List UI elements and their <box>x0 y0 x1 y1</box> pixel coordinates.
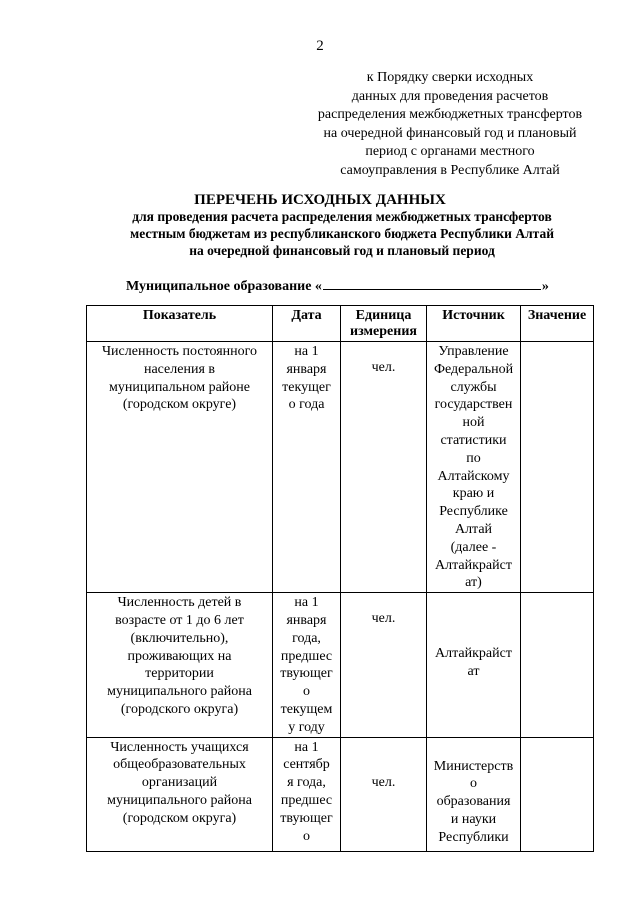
annex-line: к Порядку сверки исходных <box>366 70 534 85</box>
table-row <box>87 342 594 593</box>
header-indicator: Показатель <box>87 306 273 342</box>
header-date: Дата <box>273 306 341 342</box>
header-source: Источник <box>427 306 521 342</box>
cell-source: Министерств о образования и науки Республики <box>427 737 521 851</box>
subtitle-line: на очередной финансовый год и плановый период <box>189 243 495 258</box>
cell-indicator: Численность детей в возрасте от 1 до 6 лет (включительно), проживающих на территории муниципального района (городского округа) <box>87 593 273 737</box>
page-number: 2 <box>316 38 324 54</box>
table-row <box>87 737 594 851</box>
cell-unit: чел. <box>341 593 427 737</box>
cell-indicator: Численность постоянного населения в муниципальном районе (городском округе) <box>87 342 273 593</box>
annex-line: данных для проведения расчетов <box>351 88 549 104</box>
cell-date: на 1 января года, предшес твующег о текущем у году <box>273 593 341 737</box>
header-value: Значение <box>521 306 594 342</box>
annex-note <box>270 69 630 181</box>
cell-value[interactable] <box>521 737 594 851</box>
annex-line: самоуправления в Республике Алтай <box>340 162 560 178</box>
annex-line: распределения межбюджетных трансфертов <box>317 107 583 123</box>
subtitle-line: местным бюджетам из республиканского бюджета Республики Алтай <box>130 226 554 241</box>
municipality-label: Муниципальное образование « <box>126 279 322 294</box>
header-unit: Единица измерения <box>341 306 427 342</box>
municipality-close-quote: » <box>541 279 549 294</box>
cell-source: Управление Федеральной службы государствен ной статистики по Алтайскому краю и Республике Алтай (далее - Алтайкрайст ат) <box>427 342 521 593</box>
cell-unit: чел. <box>341 342 427 593</box>
cell-date: на 1 января текущег о года <box>273 342 341 593</box>
cell-value[interactable] <box>521 342 594 593</box>
document-subtitle <box>0 208 640 259</box>
subtitle-line: для проведения расчета распределения межбюджетных трансфертов <box>132 209 552 224</box>
cell-value[interactable] <box>521 593 594 737</box>
table-header-row <box>87 306 594 342</box>
table-row <box>87 593 594 737</box>
annex-line: на очередной финансовый год и плановый <box>323 125 577 141</box>
cell-indicator: Численность учащихся общеобразовательных организаций муниципального района (городском округа) <box>87 737 273 851</box>
municipality-field <box>126 276 549 295</box>
annex-line: период с органами местного <box>365 144 535 160</box>
cell-unit: чел. <box>341 737 427 851</box>
cell-date: на 1 сентябр я года, предшес твующег о <box>273 737 341 851</box>
municipality-blank-line[interactable] <box>323 276 541 290</box>
source-data-table <box>86 305 594 852</box>
document-title: ПЕРЕЧЕНЬ ИСХОДНЫХ ДАННЫХ <box>194 192 446 208</box>
cell-source: Алтайкрайст ат <box>427 593 521 737</box>
